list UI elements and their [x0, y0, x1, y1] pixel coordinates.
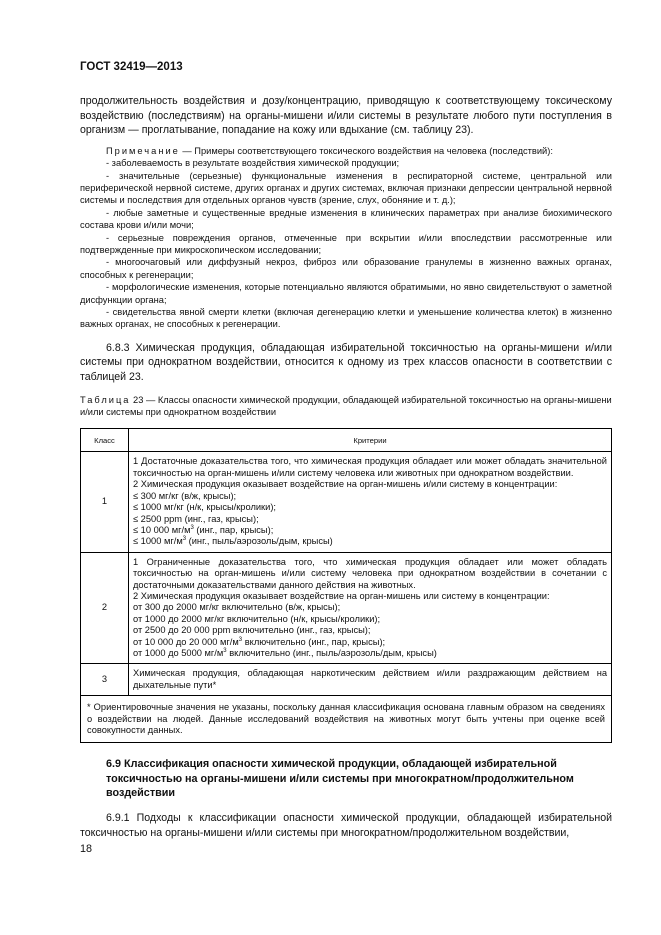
table-row	[81, 452, 612, 552]
document-header: ГОСТ 32419—2013	[80, 61, 183, 73]
class-cell: 1	[81, 452, 129, 552]
note-item: - свидетельства явной смерти клетки (включая дегенерацию клетки и уменьшение количества клеток) в жизненно важных органах, не способных к регенерации.	[80, 307, 612, 330]
body-column	[80, 94, 612, 840]
hazard-class-table	[80, 428, 612, 743]
criteria-cell: 1 Ограниченные доказательства того, что химическая продукция обладает или может обладать токсичностью на орган-мишень и/или систему человека при однократном воздействии в сочетании с достаточными доказательствами данного действия на животных. 2 Химическая продукция оказывает воздействие на орган-мишень или систему в концентрации: от 300 до 2000 мг/кг включительно (в/ж, крысы); от 1000 до 2000 мг/кг включительно (н/к, крысы/кролики); от 2500 до 20 000 ppm включительно (инг., газ, крысы); от 10 000 до 20 000 $мг/м^3$ включительно (инг., пар, крысы); от 1000 до 5000 $мг/м^3$ включительно (инг., пыль/аэрозоль/дым, крысы)	[129, 552, 612, 664]
note-block	[80, 145, 612, 331]
table-row	[81, 552, 612, 664]
table-footnote-row	[81, 696, 612, 743]
intro-paragraph: продолжительность воздействия и дозу/концентрацию, приводящую к соответствующему токсическому воздействию (последствиям) на органы-мишени и/или системы в результате любого пути поступления в организм — проглатывание, попадание на кожу или вдыхание (см. таблицу 23).	[80, 95, 612, 137]
criteria-cell: 1 Достаточные доказательства того, что химическая продукция обладает или может обладать значительной токсичностью на орган-мишень и/или систему человека или животных при однократном воздействии. 2 Химическая продукция оказывает воздействие на орган-мишень и/или систему в концентрации: ≤ 300 мг/кг (в/ж, крысы); ≤ 1000 мг/кг (н/к, крысы/кролики); ≤ 2500 ppm (инг., газ, крысы); ≤ 10 000 $мг/м^3$ (инг., пар, крысы); ≤ 1000 $мг/м^3$ (инг., пыль/аэрозоль/дым, крысы)	[129, 452, 612, 552]
note-label: Примечание	[106, 145, 180, 156]
note-lead: Примечание — Примеры соответствующего токсического воздействия на человека (последствий):	[106, 145, 553, 156]
column-header-criteria: Критерии	[129, 429, 612, 452]
criteria-cell: Химическая продукция, обладающая наркотическим действием и/или раздражающим действием на дыхательные пути*	[129, 664, 612, 696]
note-item: - значительные (серьезные) функциональные изменения в респираторной системе, центральной или периферической нервной системе, других органах и других системах, включая признаки депрессии центральной нервной системы и последствия для отдельных органов чувств (зрение, слух, обоняние и т. д.);	[80, 170, 612, 206]
column-header-class: Класс	[81, 429, 129, 452]
note-item: - любые заметные и существенные вредные изменения в клинических параметрах при анализе биохимического состава крови и/или мочи;	[80, 207, 612, 231]
page-number: 18	[80, 843, 93, 855]
table-caption: Таблица 23 — Классы опасности химической продукции, обладающей избирательной токсичностью на органы-мишени и/или системы при однократном воздействии	[80, 394, 612, 418]
note-item: - многоочаговый или диффузный некроз, фиброз или образование гранулемы в жизненно важных органах, способных к регенерации;	[80, 257, 612, 280]
class-cell: 3	[81, 664, 129, 696]
paragraph-6-9-1: 6.9.1 Подходы к классификации опасности химической продукции, обладающей избирательной токсичностью на органы-мишени и/или системы при многократном/продолжительном воздействии,	[80, 811, 612, 839]
table-header-row	[81, 429, 612, 452]
note-item: - морфологические изменения, которые потенциально являются обратимыми, но явно свидетельствуют о заметной дисфункции органа;	[80, 282, 612, 305]
section-heading-6-9: 6.9 Классификация опасности химической продукции, обладающей избирательной токсичностью на органы-мишени и/или системы при многократном/продолжительном воздействии	[106, 758, 574, 800]
class-cell: 2	[81, 552, 129, 664]
paragraph-6-8-3: 6.8.3 Химическая продукция, обладающая избирательной токсичностью на органы-мишени и/или системы при однократном воздействии, относится к одному из трех классов опасности в соответствии с таблицей 23.	[80, 341, 612, 384]
note-item: - заболеваемость в результате воздействия химической продукции;	[106, 158, 400, 169]
table-footnote: * Ориентировочные значения не указаны, поскольку данная классификация основана главным образом на сведениях о воздействии на людей. Данные исследований воздействия на животных могут быть учтены при оценке всей совокупности данных.	[81, 696, 612, 743]
note-item: - серьезные повреждения органов, отмеченные при вскрытии и/или впоследствии рассмотренные или подтвержденные при микроскопическом исследовании;	[80, 232, 612, 256]
table-row	[81, 664, 612, 696]
